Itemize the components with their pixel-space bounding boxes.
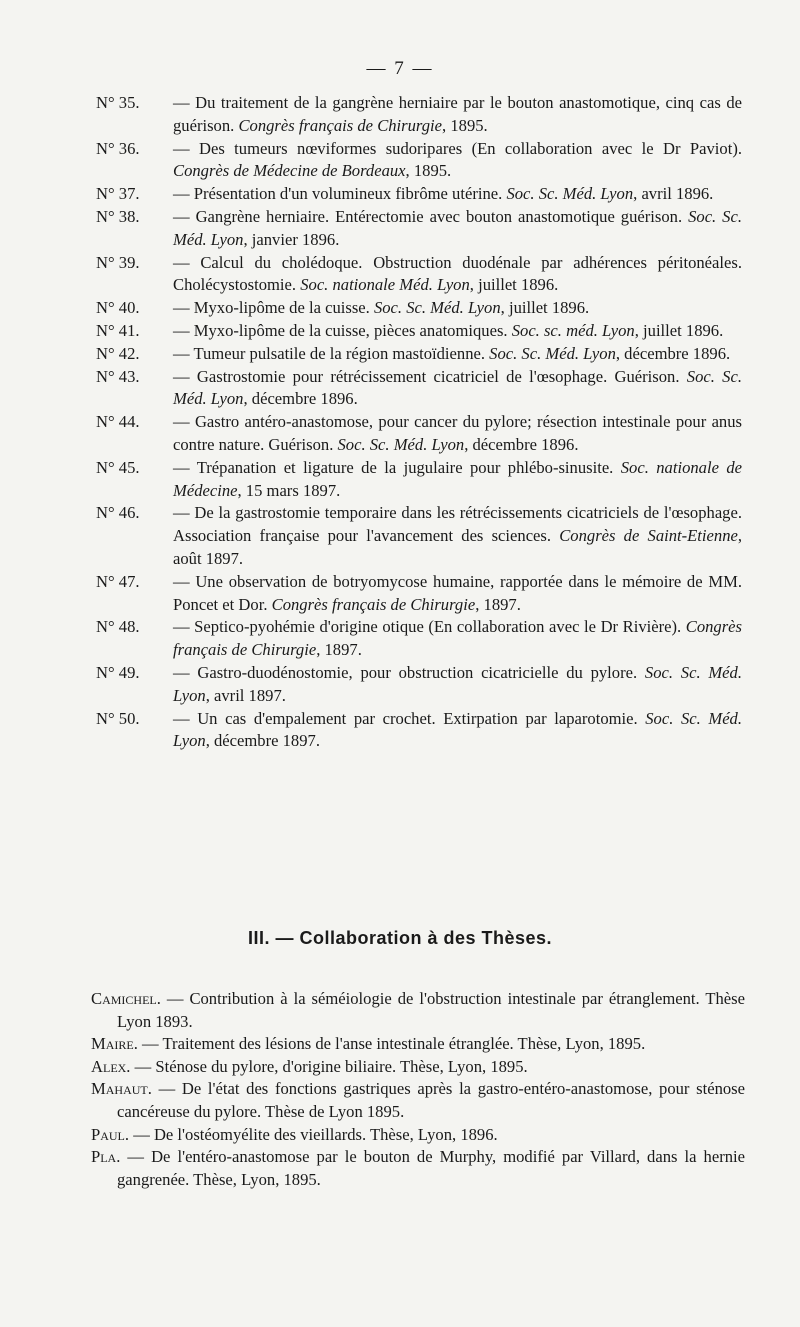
entry-number: N° 38.: [96, 206, 140, 226]
entry-text: Un cas d'empalement par crochet. Extirpation par laparotomie.: [197, 708, 646, 728]
thesis-text: — Traitement des lésions de l'anse intestinale étranglée. Thèse, Lyon, 1895.: [137, 1034, 646, 1054]
entry-date: , avril 1897.: [205, 685, 286, 705]
publication-entry: N° 47. — Une observation de botryomycose humaine, rapportée dans le mémoire de MM. Poncet et Dor. Congrès français de Chirurgie, 1897.: [96, 571, 742, 614]
entry-source: Soc. Sc. Méd. Lyon: [173, 366, 742, 409]
entry-number: N° 44.: [96, 412, 140, 432]
thesis-text: — De l'état des fonctions gastriques après la gastro-entéro-anastomose, pour sténose cancéreuse du pylore. Thèse de Lyon 1895.: [117, 1079, 745, 1121]
publication-entry: N° 46. — De la gastrostomie temporaire dans les rétrécissements cicatriciels de l'œsophage. Association française pour l'avancement des sciences. Congrès de Saint-Etienne, août 1897.: [96, 503, 743, 568]
publication-entry: N° 48. — Septico-pyohémie d'origine otique (En collaboration avec le Dr Rivière). Congrès français de Chirurgie, 1897.: [96, 617, 742, 660]
entry-source: Congrès de Médecine de Bordeaux: [173, 161, 406, 181]
thesis-text: — Sténose du pylore, d'origine biliaire. Thèse, Lyon, 1895.: [130, 1056, 528, 1076]
entry-number: N° 40.: [96, 298, 140, 318]
entry-source: Soc. Sc. Méd. Lyon: [173, 206, 742, 249]
entry-text: Calcul du cholédoque. Obstruction duodénale par adhérences péritonéales. Cholécystostomie.: [173, 252, 742, 295]
entry-text: Gangrène herniaire. Entérectomie avec bouton anastomotique guérison.: [195, 206, 689, 226]
publication-entry: N° 38. — Gangrène herniaire. Entérectomie avec bouton anastomotique guérison. Soc. Sc. Méd. Lyon, janvier 1896.: [96, 206, 742, 249]
entry-number: N° 36.: [96, 138, 140, 158]
entry-date: , janvier 1896.: [243, 229, 340, 249]
entry-source: Congrès français de Chirurgie: [173, 617, 742, 660]
publication-entry: N° 45. — Trépanation et ligature de la jugulaire pour phlébo-sinusite. Soc. nationale de Médecine, 15 mars 1897.: [96, 457, 743, 500]
publication-entry: N° 35. — Du traitement de la gangrène herniaire par le bouton anastomotique, cinq cas de guérison. Congrès français de Chirurgie, 1895.: [96, 93, 742, 135]
thesis-author: Pla.: [91, 1147, 121, 1167]
entry-number: N° 43.: [96, 366, 140, 386]
thesis-entry: [91, 988, 745, 1033]
entry-text: De la gastrostomie temporaire dans les rétrécissements cicatriciels de l'œsophage. Association française pour l'avancement des sciences.: [173, 503, 742, 546]
publication-entry: N° 42. — Tumeur pulsatile de la région mastoïdienne. Soc. Sc. Méd. Lyon, décembre 1896.: [96, 343, 742, 366]
entry-source: Congrès de Saint-Etienne: [559, 526, 738, 546]
entry-number: N° 50.: [96, 708, 140, 728]
entry-date: , 1895.: [442, 115, 488, 135]
thesis-entry: [91, 1124, 745, 1147]
entry-date: , août 1897.: [173, 526, 743, 568]
entry-text: Du traitement de la gangrène herniaire par le bouton anastomotique, cinq cas de guérison.: [173, 93, 742, 135]
entry-source: Soc. Sc. Méd. Lyon: [373, 298, 501, 318]
entry-text: Une observation de botryomycose humaine, rapportée dans le mémoire de MM. Poncet et Dor.: [173, 571, 742, 614]
entry-date: , décembre 1897.: [205, 731, 320, 751]
entry-text: Des tumeurs nœviformes sudoripares (En collaboration avec le Dr Paviot).: [198, 138, 742, 158]
publication-entry: N° 36. — Des tumeurs nœviformes sudoripares (En collaboration avec le Dr Paviot). Congrès de Médecine de Bordeaux, 1895.: [96, 138, 742, 181]
entry-date: , juillet 1896.: [634, 320, 724, 340]
thesis-author: Mahaut.: [91, 1079, 152, 1099]
entry-date: , décembre 1896.: [464, 434, 579, 454]
entry-source: Soc. sc. méd. Lyon: [511, 320, 635, 340]
entry-source: Congrès français de Chirurgie: [238, 115, 443, 135]
entry-date: , avril 1896.: [633, 184, 714, 204]
entry-source: Soc. nationale Méd. Lyon: [300, 275, 470, 295]
entry-date: , décembre 1896.: [615, 343, 731, 363]
entry-text: Gastro-duodénostomie, pour obstruction cicatricielle du pylore.: [197, 662, 645, 682]
thesis-entry: [91, 1056, 745, 1079]
page-number: — 7 —: [366, 58, 434, 79]
entry-text: Myxo-lipôme de la cuisse, pièces anatomiques.: [193, 320, 512, 340]
publication-entry: N° 40. — Myxo-lipôme de la cuisse. Soc. Sc. Méd. Lyon, juillet 1896.: [96, 297, 742, 320]
entry-date: , 1897.: [475, 594, 521, 614]
publication-entry: N° 39. — Calcul du cholédoque. Obstruction duodénale par adhérences péritonéales. Cholécystostomie. Soc. nationale Méd. Lyon, juillet 1896.: [96, 252, 742, 295]
entry-date: , 1897.: [316, 640, 362, 660]
thesis-author: Camichel.: [91, 989, 161, 1008]
entry-text: Gastrostomie pour rétrécissement cicatriciel de l'œsophage. Guérison.: [196, 366, 687, 386]
entry-date: , 15 mars 1897.: [237, 480, 341, 500]
entry-number: N° 49.: [96, 662, 140, 682]
entry-source: Soc. Sc. Méd. Lyon: [337, 434, 465, 454]
entry-text: Trépanation et ligature de la jugulaire pour phlébo-sinusite.: [196, 457, 621, 477]
entry-date: , juillet 1896.: [500, 298, 590, 318]
publication-entry: N° 50. — Un cas d'empalement par crochet. Extirpation par laparotomie. Soc. Sc. Méd. Lyon, décembre 1897.: [96, 708, 742, 751]
publication-list: [96, 92, 742, 753]
entry-number: N° 42.: [96, 343, 140, 363]
publication-entry: N° 49. — Gastro-duodénostomie, pour obstruction cicatricielle du pylore. Soc. Sc. Méd. Lyon, avril 1897.: [96, 662, 742, 705]
entry-number: N° 37.: [96, 184, 140, 204]
thesis-text: — Contribution à la séméiologie de l'obstruction intestinale par étranglement. Thèse Lyon 1893.: [117, 989, 745, 1031]
thesis-entry: [91, 1033, 745, 1056]
entry-date: , décembre 1896.: [243, 389, 358, 409]
publication-entry: N° 41. — Myxo-lipôme de la cuisse, pièces anatomiques. Soc. sc. méd. Lyon, juillet 1896.: [96, 320, 742, 343]
entry-source: Congrès français de Chirurgie: [271, 594, 476, 614]
entry-source: Soc. Sc. Méd. Lyon: [173, 662, 742, 705]
entry-number: N° 45.: [96, 457, 140, 477]
entry-text: Présentation d'un volumineux fibrôme utérine.: [193, 184, 507, 204]
entry-source: Soc. Sc. Méd. Lyon: [489, 343, 616, 363]
entry-number: N° 35.: [96, 93, 140, 112]
entry-text: Septico-pyohémie d'origine otique (En collaboration avec le Dr Rivière).: [194, 617, 686, 637]
entry-text: Tumeur pulsatile de la région mastoïdienne.: [193, 343, 490, 363]
entry-date: , juillet 1896.: [469, 275, 559, 295]
thesis-author: Maire.: [91, 1034, 138, 1054]
publication-entry: N° 43. — Gastrostomie pour rétrécissement cicatriciel de l'œsophage. Guérison. Soc. Sc. Méd. Lyon, décembre 1896.: [96, 366, 742, 409]
entry-number: N° 41.: [96, 320, 140, 340]
thesis-author: Paul.: [91, 1124, 130, 1144]
entry-text: Gastro antéro-anastomose, pour cancer du pylore; résection intestinale pour anus contre nature. Guérison.: [173, 412, 742, 454]
entry-number: N° 47.: [96, 571, 140, 591]
entry-source: Soc. Sc. Méd. Lyon: [173, 708, 742, 751]
publication-entry: N° 44. — Gastro antéro-anastomose, pour cancer du pylore; résection intestinale pour anus contre nature. Guérison. Soc. Sc. Méd. Lyon, décembre 1896.: [96, 412, 742, 454]
entry-number: N° 39.: [96, 252, 140, 272]
thesis-entry: [91, 1078, 745, 1123]
entry-number: N° 48.: [96, 617, 140, 637]
thesis-text: — De l'ostéomyélite des vieillards. Thèse, Lyon, 1896.: [129, 1124, 498, 1144]
entry-number: N° 46.: [96, 503, 140, 523]
entry-text: Myxo-lipôme de la cuisse.: [193, 298, 374, 318]
thesis-text: — De l'entéro-anastomose par le bouton de Murphy, modifié par Villard, dans la hernie gangrenée. Thèse, Lyon, 1895.: [117, 1147, 745, 1189]
entry-date: , 1895.: [405, 161, 452, 181]
entry-source: Soc. nationale de Médecine: [173, 457, 743, 500]
thesis-entry: [91, 1146, 745, 1191]
section-title: III. — Collaboration à des Thèses.: [247, 928, 553, 948]
entry-source: Soc. Sc. Méd. Lyon: [506, 184, 634, 204]
thesis-author: Alex.: [91, 1056, 131, 1076]
publication-entry: N° 37. — Présentation d'un volumineux fibrôme utérine. Soc. Sc. Méd. Lyon, avril 1896.: [96, 183, 742, 206]
theses-list: [91, 988, 745, 1191]
